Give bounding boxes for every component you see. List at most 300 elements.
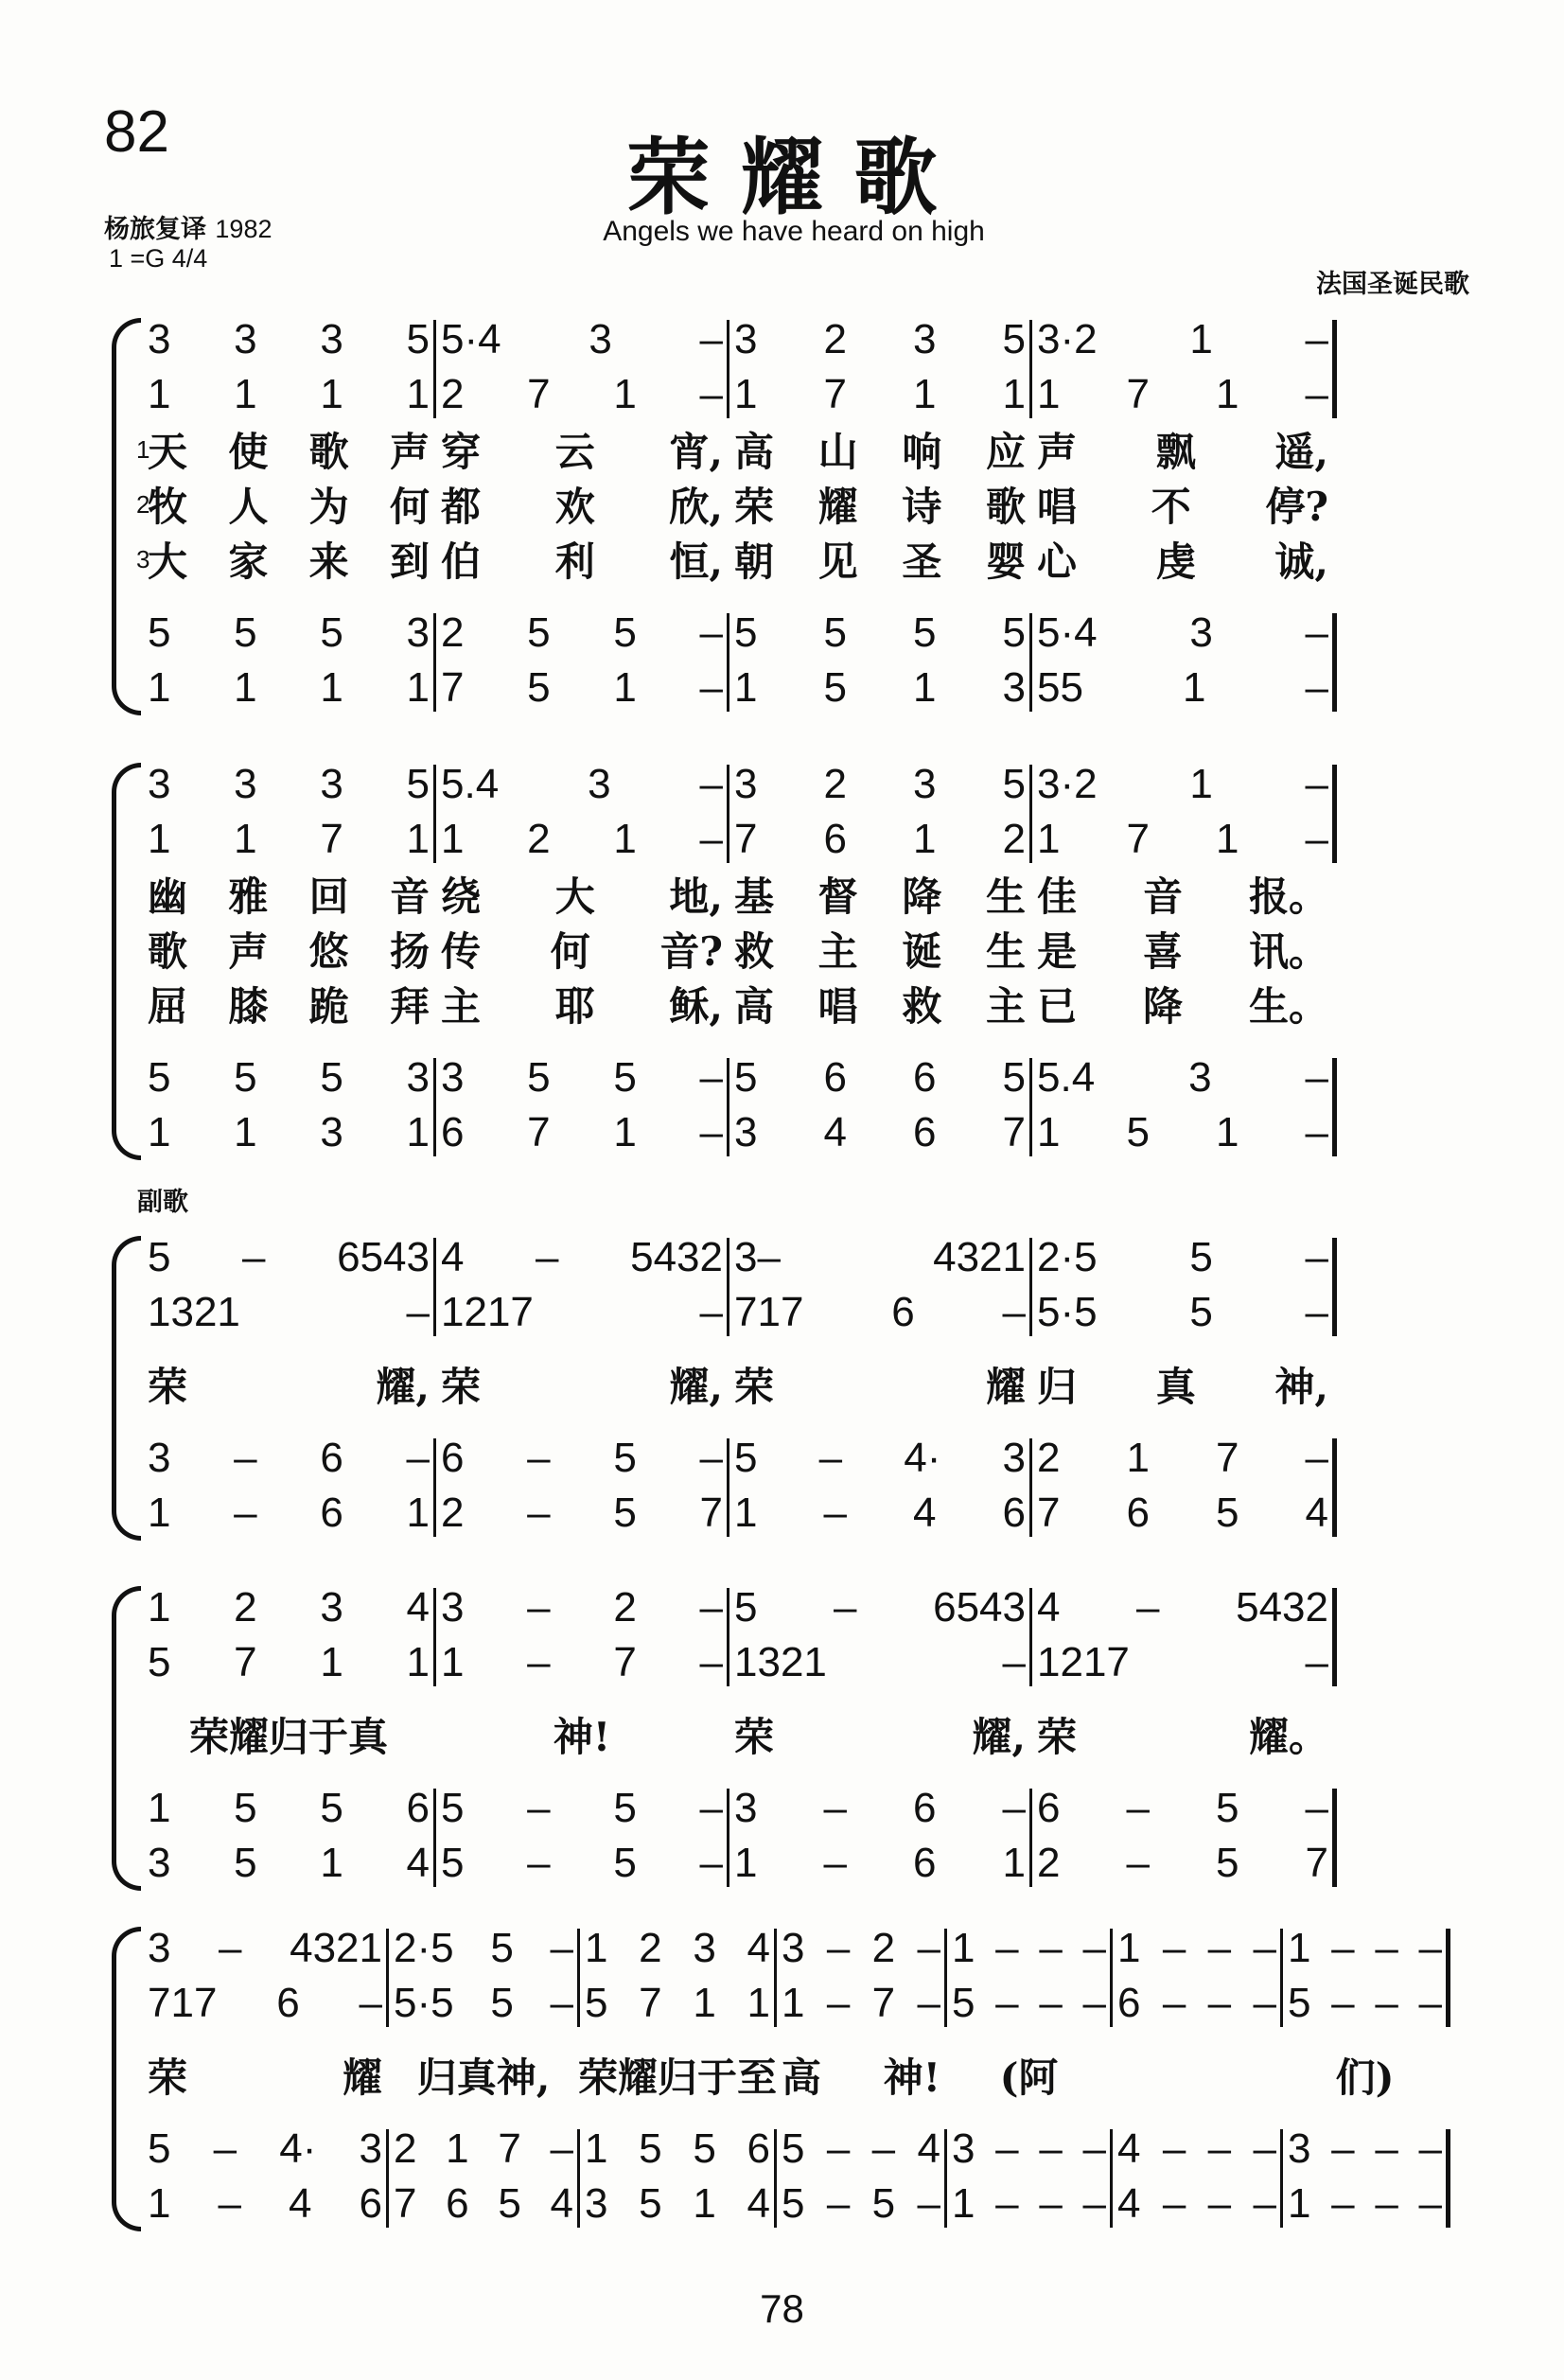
note: 1 [1216, 816, 1239, 862]
note: 4 [550, 2180, 573, 2227]
note: 6 [359, 2180, 382, 2227]
lyric-syllable: 救 [902, 983, 942, 1030]
note: – [995, 1925, 1019, 1971]
lyric-syllable: 见 [817, 538, 858, 585]
notes-line [142, 661, 1485, 715]
measure [579, 2048, 776, 2103]
note: 3 [406, 609, 430, 656]
note: – [826, 2180, 851, 2227]
note: – [1082, 2125, 1106, 2172]
note: 7 [527, 371, 551, 417]
note: – [818, 1435, 843, 1481]
note: 3 [148, 1925, 171, 1971]
barline [433, 1588, 436, 1686]
note: 1 [148, 371, 171, 417]
note: 6 [320, 1490, 343, 1536]
lyric-syllable: 荣耀归于真 [188, 1714, 388, 1760]
note: 6 [747, 2125, 770, 2172]
barline [1029, 1438, 1032, 1537]
lyric-syllable: 利 [554, 538, 595, 585]
note: – [1162, 2125, 1186, 2172]
notes-line [142, 1580, 1485, 1635]
note: – [1126, 1840, 1150, 1886]
note: – [699, 609, 723, 656]
note: – [1375, 2180, 1398, 2227]
note: – [699, 1435, 723, 1481]
measure [142, 367, 435, 422]
notes-line [142, 1781, 1485, 1836]
lyric-line [142, 2048, 1485, 2103]
system-bracket [112, 1927, 141, 2231]
measure [142, 1921, 388, 1976]
note: – [1331, 1925, 1355, 1971]
note: – [536, 1234, 559, 1280]
note: – [527, 1840, 551, 1886]
note: 7 [1126, 816, 1150, 862]
note: 1 [913, 371, 937, 417]
measure [435, 422, 729, 477]
measure [729, 1580, 1031, 1635]
measure [388, 2122, 579, 2177]
note: – [995, 1980, 1019, 2026]
note: 3 [589, 316, 612, 362]
lyric-syllable: 喜 [1142, 928, 1183, 975]
note: 6 [913, 1840, 937, 1886]
note: 5 [234, 1054, 257, 1101]
note: 4 [1037, 1584, 1061, 1631]
lyric-syllable: 回 [308, 873, 349, 920]
note: 2 [441, 371, 465, 417]
note: 4 [917, 2125, 940, 2172]
lyric-syllable: 讯。 [1248, 928, 1328, 975]
note: 4 [1117, 2180, 1141, 2227]
note: 3 [148, 1840, 171, 1886]
final-barline [1332, 320, 1337, 418]
note: 5 [734, 609, 758, 656]
measure [776, 2122, 946, 2177]
note: 1 [234, 664, 257, 711]
barline [1110, 2129, 1113, 2228]
measure [946, 2122, 1112, 2177]
note: 5·5 [394, 1980, 454, 2026]
note: 2 [1002, 816, 1026, 862]
score-system [0, 1580, 1564, 1891]
measure [435, 922, 729, 977]
measure [729, 606, 1031, 661]
note: 1 [406, 1490, 430, 1536]
barline [727, 765, 729, 863]
note: 1 [234, 1109, 257, 1155]
lyric-syllable: 音 [1142, 873, 1183, 920]
lyric-syllable: 生。 [1248, 983, 1328, 1030]
measure [435, 532, 729, 587]
note: 5 [148, 1639, 171, 1685]
note: 55 [1037, 664, 1083, 711]
lyric-syllable: 报。 [1248, 873, 1328, 920]
note: 1 [1189, 761, 1213, 807]
barline [1280, 2129, 1283, 2228]
note: 1 [913, 664, 937, 711]
lyric-syllable: 不 [1151, 484, 1191, 530]
measure [1031, 1486, 1334, 1541]
verse-number: 2 [136, 490, 150, 519]
song-origin: 法国圣诞民歌 [1316, 270, 1469, 299]
lyric-syllable: 归真神, [416, 2054, 551, 2101]
note: 1 [320, 1639, 343, 1685]
barline [774, 1929, 777, 2027]
measure [1282, 2122, 1448, 2177]
note: – [1039, 2180, 1063, 2227]
lyric-syllable: 音? [659, 928, 723, 975]
lyric-line [142, 867, 1485, 922]
note: 2 [639, 1925, 662, 1971]
note: 2 [871, 1925, 896, 1971]
measure [946, 1921, 1112, 1976]
lyric-syllable: 屈 [148, 983, 188, 1030]
measure [729, 532, 1031, 587]
note: 5 [527, 1054, 551, 1101]
note: – [406, 1289, 430, 1335]
note: – [550, 2125, 573, 2172]
lyric-syllable: 降 [1142, 983, 1183, 1030]
lyric-syllable: 诚, [1274, 538, 1328, 585]
measure [776, 2048, 946, 2103]
note: 1 [320, 371, 343, 417]
note: 1 [1002, 1840, 1026, 1886]
note: – [1305, 609, 1328, 656]
measure [435, 867, 729, 922]
lyric-syllable: 伯 [441, 538, 482, 585]
lyric-syllable: 诞 [902, 928, 942, 975]
note: – [1039, 1980, 1063, 2026]
measure [435, 477, 729, 532]
measure [1031, 1781, 1334, 1836]
measure [435, 977, 729, 1031]
note: 2 [1037, 1435, 1061, 1481]
note: 5·4 [441, 316, 501, 362]
note: 1 [406, 1639, 430, 1685]
lyric-syllable: 高 [782, 2054, 822, 2101]
note: – [1418, 2125, 1442, 2172]
lyric-syllable: 诗 [902, 484, 942, 530]
lyric-line [142, 1707, 1485, 1762]
note: 7 [394, 2180, 417, 2227]
measure [579, 1921, 776, 1976]
measure [1282, 2177, 1448, 2231]
note: 5 [1288, 1980, 1311, 2026]
note: 5 [1126, 1109, 1150, 1155]
note: 1 [1182, 664, 1206, 711]
note: 5 [613, 609, 637, 656]
note: 2 [527, 816, 551, 862]
note: – [826, 1980, 851, 2026]
lyric-syllable: 欢 [554, 484, 595, 530]
lyric-syllable: 都 [441, 484, 482, 530]
barline [433, 1238, 436, 1336]
measure [729, 1635, 1031, 1690]
barline [577, 1929, 580, 2027]
note: – [699, 1054, 723, 1101]
measure [435, 1105, 729, 1160]
note: 3 [1002, 1435, 1026, 1481]
note: 1 [1117, 1925, 1141, 1971]
measure [142, 532, 435, 587]
note: 4 [823, 1109, 847, 1155]
note: – [234, 1490, 257, 1536]
note: 3 [693, 1925, 716, 1971]
measure [1112, 2048, 1282, 2103]
note: – [699, 664, 723, 711]
lyric-syllable: 地, [669, 873, 723, 920]
notes-line [142, 757, 1485, 812]
note: – [1305, 1054, 1328, 1101]
note: 3 [320, 1109, 343, 1155]
note: 7 [441, 664, 465, 711]
note: 5.4 [441, 761, 500, 807]
measure [1031, 422, 1334, 477]
note: 6 [276, 1980, 300, 2026]
note: 2 [1037, 1840, 1061, 1886]
note: – [995, 2125, 1019, 2172]
note: 3·2 [1037, 316, 1098, 362]
lyric-syllable: 绕 [441, 873, 482, 920]
barline [727, 1789, 729, 1887]
measure [729, 312, 1031, 367]
note: 5 [782, 2180, 805, 2227]
measure [729, 977, 1031, 1031]
note: 1 [148, 816, 171, 862]
final-barline [1332, 765, 1337, 863]
note: 5 [234, 1840, 257, 1886]
measure [142, 1781, 435, 1836]
note: – [1305, 1289, 1328, 1335]
note: 5 [527, 664, 551, 711]
measure [1282, 1921, 1448, 1976]
note: – [917, 2180, 940, 2227]
measure [142, 1105, 435, 1160]
measure [1031, 757, 1334, 812]
note: 7 [1002, 1109, 1026, 1155]
note: 1321 [148, 1289, 240, 1335]
measure [435, 1285, 729, 1340]
song-title: 荣耀歌 [626, 128, 968, 226]
note: 1 [693, 2180, 716, 2227]
note: 5 [1002, 609, 1026, 656]
note: 1 [1002, 371, 1026, 417]
note: – [1305, 761, 1328, 807]
measure [435, 312, 729, 367]
note: 3– [734, 1234, 781, 1280]
note: 4 [406, 1840, 430, 1886]
note: 6543 [337, 1234, 430, 1280]
note: 5 [320, 1054, 343, 1101]
measure [579, 2177, 776, 2231]
note: 1 [1216, 1109, 1239, 1155]
note: 5 [148, 2125, 171, 2172]
note: – [527, 1639, 551, 1685]
note: 6 [446, 2180, 469, 2227]
final-barline [1446, 2129, 1450, 2228]
lyric-syllable: 唱 [1037, 484, 1078, 530]
note: – [1331, 1980, 1355, 2026]
note: – [1305, 316, 1328, 362]
note: 3 [585, 2180, 608, 2227]
note: 1 [441, 816, 465, 862]
note: 2 [823, 316, 847, 362]
note: 5 [498, 2180, 521, 2227]
final-barline [1332, 1058, 1337, 1156]
lyric-syllable: 传 [441, 928, 482, 975]
measure [435, 606, 729, 661]
note: 3 [234, 316, 257, 362]
note: 4 [1117, 2125, 1141, 2172]
note: 7 [639, 1980, 662, 2026]
note: – [1136, 1584, 1160, 1631]
lyric-syllable: 音 [389, 873, 430, 920]
note: – [406, 1435, 430, 1481]
note: – [1162, 1925, 1186, 1971]
note: 5 [1216, 1840, 1239, 1886]
note: 3 [320, 761, 343, 807]
measure [142, 1486, 435, 1541]
measure [142, 922, 435, 977]
note: – [550, 1980, 573, 2026]
measure [729, 477, 1031, 532]
lyric-syllable: 荣 [1037, 1714, 1078, 1760]
notes-line [142, 1285, 1485, 1340]
note: 6 [1037, 1785, 1061, 1831]
note: – [917, 1925, 940, 1971]
note: 1 [782, 1980, 805, 2026]
note: – [823, 1785, 847, 1831]
lyric-syllable: 大 [554, 873, 595, 920]
lyric-syllable: 荣耀归于至 [578, 2054, 778, 2101]
barline [1029, 1789, 1032, 1887]
note: – [1375, 1980, 1398, 2026]
note: 1 [613, 1109, 637, 1155]
note: – [1305, 664, 1328, 711]
note: 5 [613, 1490, 637, 1536]
lyric-syllable: 来 [308, 538, 349, 585]
note: 1 [585, 1925, 608, 1971]
barline [727, 320, 729, 418]
note: 3 [148, 761, 171, 807]
note: 3 [734, 761, 758, 807]
barline [577, 2129, 580, 2228]
note: 5 [1189, 1234, 1213, 1280]
note: 5 [441, 1840, 465, 1886]
lyric-syllable: 荣 [441, 1364, 482, 1410]
note: 1 [320, 1840, 343, 1886]
score-system [0, 312, 1564, 715]
measure [1031, 867, 1334, 922]
lyric-syllable: 应 [985, 429, 1026, 475]
measure [142, 1976, 388, 2031]
measure [142, 1285, 435, 1340]
note: 1 [913, 816, 937, 862]
note: 3 [734, 316, 758, 362]
note: 4321 [290, 1925, 382, 1971]
note: 1 [406, 1109, 430, 1155]
note: 3 [1002, 664, 1026, 711]
lyric-syllable: 是 [1037, 928, 1078, 975]
system-bracket [112, 1236, 141, 1541]
score-system [0, 1230, 1564, 1541]
translator-year: 1982 [215, 215, 272, 243]
lyric-syllable: 真 [1155, 1364, 1196, 1410]
note: – [234, 1435, 257, 1481]
note: 1217 [1037, 1639, 1130, 1685]
notes-line [142, 1230, 1485, 1285]
measure [435, 367, 729, 422]
note: 5 [871, 2180, 896, 2227]
note: 7 [699, 1490, 723, 1536]
lyric-line [142, 922, 1485, 977]
barline [727, 1058, 729, 1156]
measure [435, 812, 729, 867]
measure [142, 422, 435, 477]
measure [776, 1976, 946, 2031]
measure [729, 1707, 1031, 1762]
lyric-syllable: 云 [554, 429, 595, 475]
measure [729, 1357, 1031, 1412]
measure [142, 1431, 435, 1486]
lyric-syllable: 歌 [308, 429, 349, 475]
note: 1 [406, 664, 430, 711]
barline [433, 320, 436, 418]
measure [142, 867, 435, 922]
note: – [1305, 1109, 1328, 1155]
barline [727, 1238, 729, 1336]
lyric-syllable: 耀, [669, 1364, 723, 1410]
notes-line [142, 1976, 1485, 2031]
note: – [1418, 1925, 1442, 1971]
final-barline [1332, 1438, 1337, 1537]
verse-number: 1 [136, 435, 150, 464]
note: – [871, 2125, 896, 2172]
note: 7 [1037, 1490, 1061, 1536]
note: 4 [747, 1925, 770, 1971]
note: – [527, 1785, 551, 1831]
measure [729, 812, 1031, 867]
note: 6 [406, 1785, 430, 1831]
note: – [1305, 1639, 1328, 1685]
measure [142, 977, 435, 1031]
note: 3 [952, 2125, 975, 2172]
measure [1031, 367, 1334, 422]
note: 5 [613, 1785, 637, 1831]
note: – [1331, 2180, 1355, 2227]
note: 3 [734, 1109, 758, 1155]
lyric-syllable: 停? [1265, 484, 1328, 530]
notes-line [142, 2122, 1485, 2177]
note: 1 [148, 664, 171, 711]
note: 7 [613, 1639, 637, 1685]
lyric-syllable: 耀, [972, 1714, 1026, 1760]
note: 4 [289, 2180, 312, 2227]
note: – [1253, 1980, 1276, 2026]
lyric-syllable: 雅 [228, 873, 269, 920]
note: – [359, 1980, 382, 2026]
final-barline [1332, 1789, 1337, 1887]
measure [142, 661, 435, 715]
system-bracket [112, 1586, 141, 1891]
note: – [699, 1785, 723, 1831]
note: – [1305, 816, 1328, 862]
note: 3 [441, 1584, 465, 1631]
barline [386, 1929, 389, 2027]
note: 2·5 [1037, 1234, 1098, 1280]
